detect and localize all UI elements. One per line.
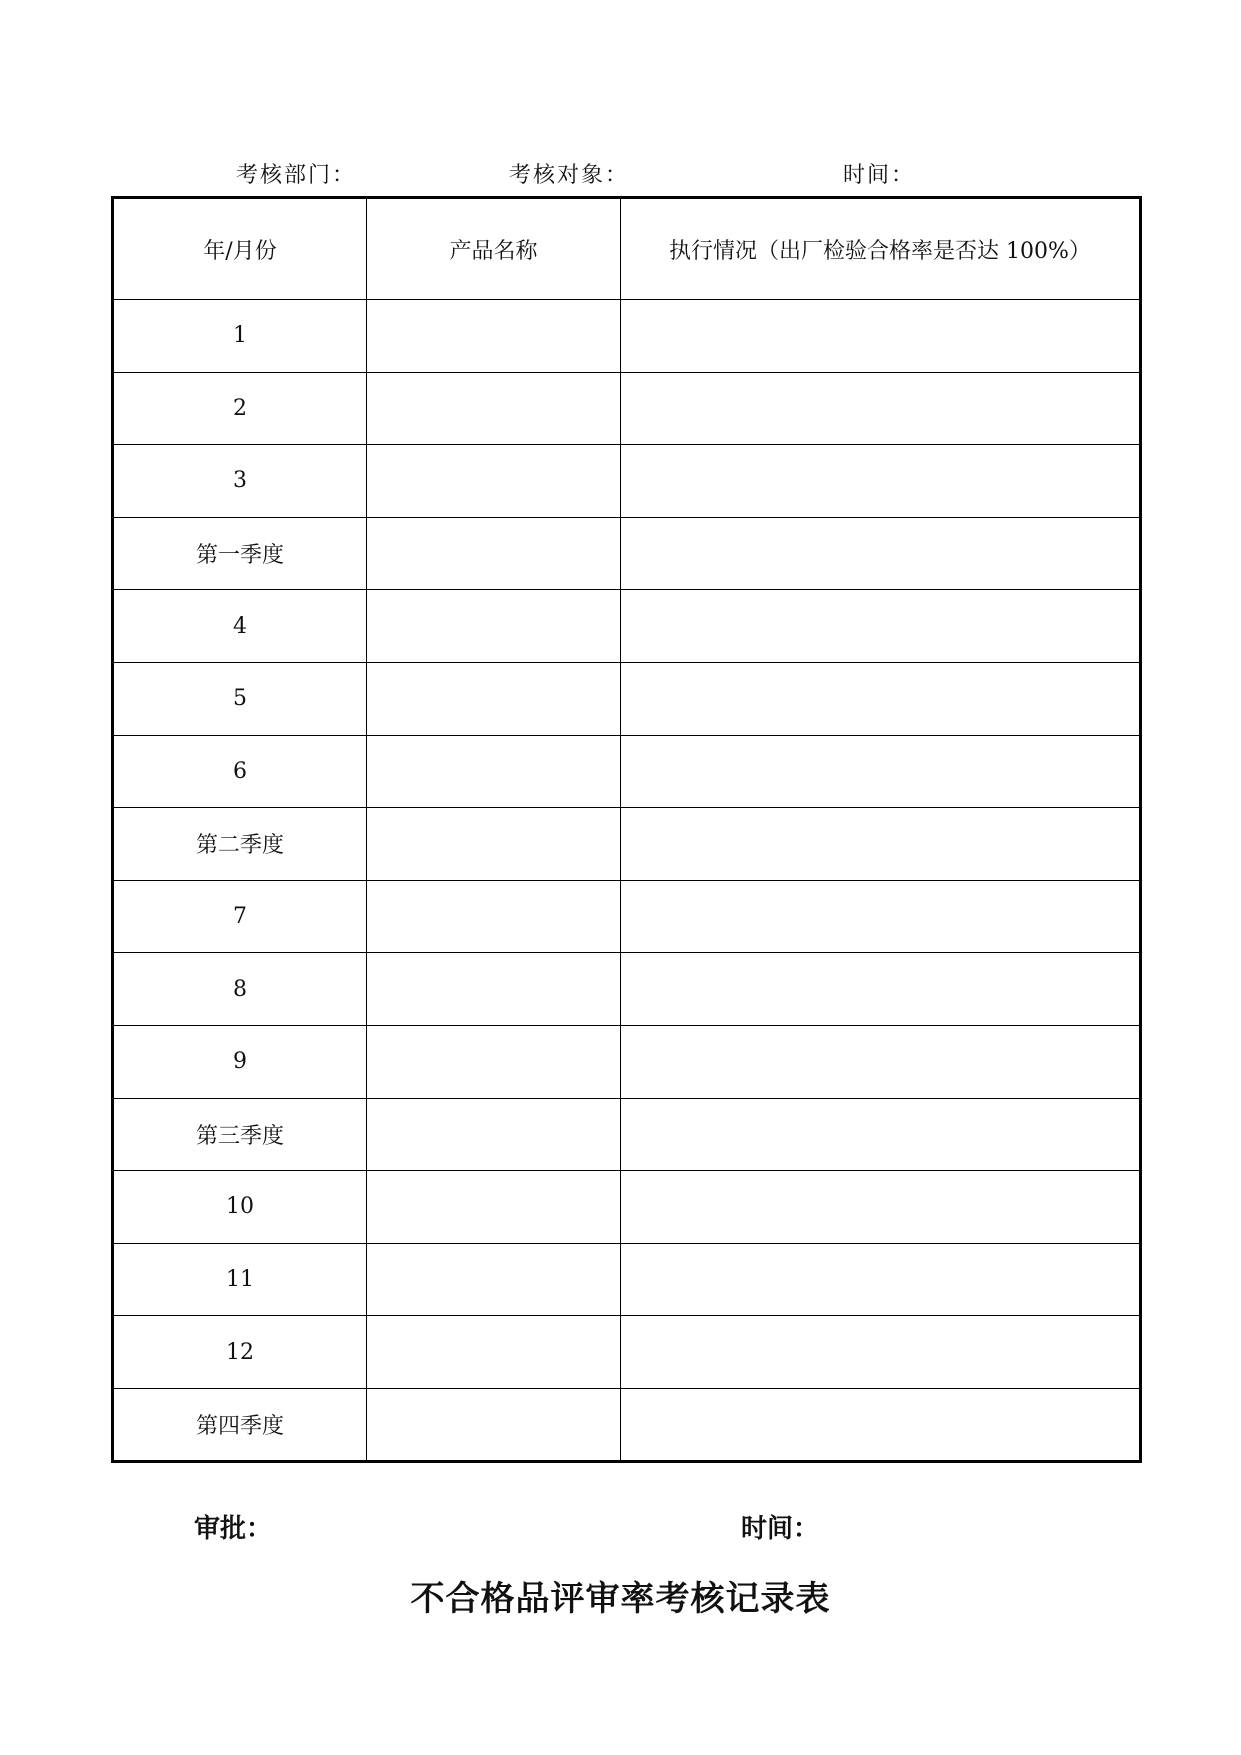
product-name-cell[interactable] <box>367 372 621 445</box>
execution-status-cell[interactable] <box>621 517 1141 590</box>
period-cell: 9 <box>113 1025 367 1098</box>
period-cell: 4 <box>113 590 367 663</box>
approval-time-label: 时间： <box>741 1514 820 1544</box>
product-name-cell[interactable] <box>367 808 621 881</box>
table-row <box>113 590 1141 663</box>
period-cell: 2 <box>113 372 367 445</box>
table-row <box>113 1243 1141 1316</box>
table-row <box>113 445 1141 518</box>
table-row <box>113 662 1141 735</box>
table-row <box>113 1171 1141 1244</box>
product-name-cell[interactable] <box>367 1171 621 1244</box>
period-cell: 1 <box>113 300 367 373</box>
product-name-cell[interactable] <box>367 662 621 735</box>
execution-status-cell[interactable] <box>621 445 1141 518</box>
period-cell: 8 <box>113 953 367 1026</box>
execution-status-cell[interactable] <box>621 662 1141 735</box>
execution-status-cell[interactable] <box>621 808 1141 881</box>
approval-label: 审批： <box>194 1514 273 1544</box>
table-row <box>113 953 1141 1026</box>
product-name-cell[interactable] <box>367 1316 621 1389</box>
execution-status-cell[interactable] <box>621 1243 1141 1316</box>
table-row <box>113 1025 1141 1098</box>
product-name-cell[interactable] <box>367 953 621 1026</box>
execution-status-cell[interactable] <box>621 880 1141 953</box>
product-name-cell[interactable] <box>367 1388 621 1461</box>
table-row <box>113 372 1141 445</box>
execution-status-cell[interactable] <box>621 1388 1141 1461</box>
execution-status-cell[interactable] <box>621 953 1141 1026</box>
period-cell: 10 <box>113 1171 367 1244</box>
execution-status-cell[interactable] <box>621 1098 1141 1171</box>
table-row <box>113 517 1141 590</box>
period-cell: 第二季度 <box>113 808 367 881</box>
department-label: 考核部门： <box>236 163 357 188</box>
execution-status-cell[interactable] <box>621 590 1141 663</box>
execution-status-cell[interactable] <box>621 1025 1141 1098</box>
product-name-cell[interactable] <box>367 1243 621 1316</box>
period-cell: 11 <box>113 1243 367 1316</box>
table-row <box>113 808 1141 881</box>
column-header-period: 年/月份 <box>113 198 367 300</box>
time-label: 时间： <box>843 163 916 188</box>
table-row <box>113 1098 1141 1171</box>
table-row <box>113 735 1141 808</box>
product-name-cell[interactable] <box>367 1025 621 1098</box>
product-name-cell[interactable] <box>367 517 621 590</box>
execution-status-cell[interactable] <box>621 1171 1141 1244</box>
table-header-row <box>113 198 1141 300</box>
column-header-execution-status: 执行情况（出厂检验合格率是否达 100%） <box>621 198 1141 300</box>
period-cell: 第四季度 <box>113 1388 367 1461</box>
assessment-table <box>111 196 1142 1463</box>
product-name-cell[interactable] <box>367 300 621 373</box>
product-name-cell[interactable] <box>367 735 621 808</box>
period-cell: 7 <box>113 880 367 953</box>
document-title: 不合格品评审率考核记录表 <box>410 1579 831 1619</box>
period-cell: 第一季度 <box>113 517 367 590</box>
execution-status-cell[interactable] <box>621 735 1141 808</box>
assessment-target-label: 考核对象： <box>509 163 630 188</box>
product-name-cell[interactable] <box>367 445 621 518</box>
execution-status-cell[interactable] <box>621 300 1141 373</box>
period-cell: 6 <box>113 735 367 808</box>
period-cell: 第三季度 <box>113 1098 367 1171</box>
product-name-cell[interactable] <box>367 1098 621 1171</box>
table-row <box>113 1316 1141 1389</box>
execution-status-cell[interactable] <box>621 1316 1141 1389</box>
table-row <box>113 300 1141 373</box>
product-name-cell[interactable] <box>367 590 621 663</box>
period-cell: 12 <box>113 1316 367 1389</box>
table-row <box>113 1388 1141 1461</box>
execution-status-cell[interactable] <box>621 372 1141 445</box>
table-row <box>113 880 1141 953</box>
column-header-product-name: 产品名称 <box>367 198 621 300</box>
period-cell: 3 <box>113 445 367 518</box>
product-name-cell[interactable] <box>367 880 621 953</box>
period-cell: 5 <box>113 662 367 735</box>
